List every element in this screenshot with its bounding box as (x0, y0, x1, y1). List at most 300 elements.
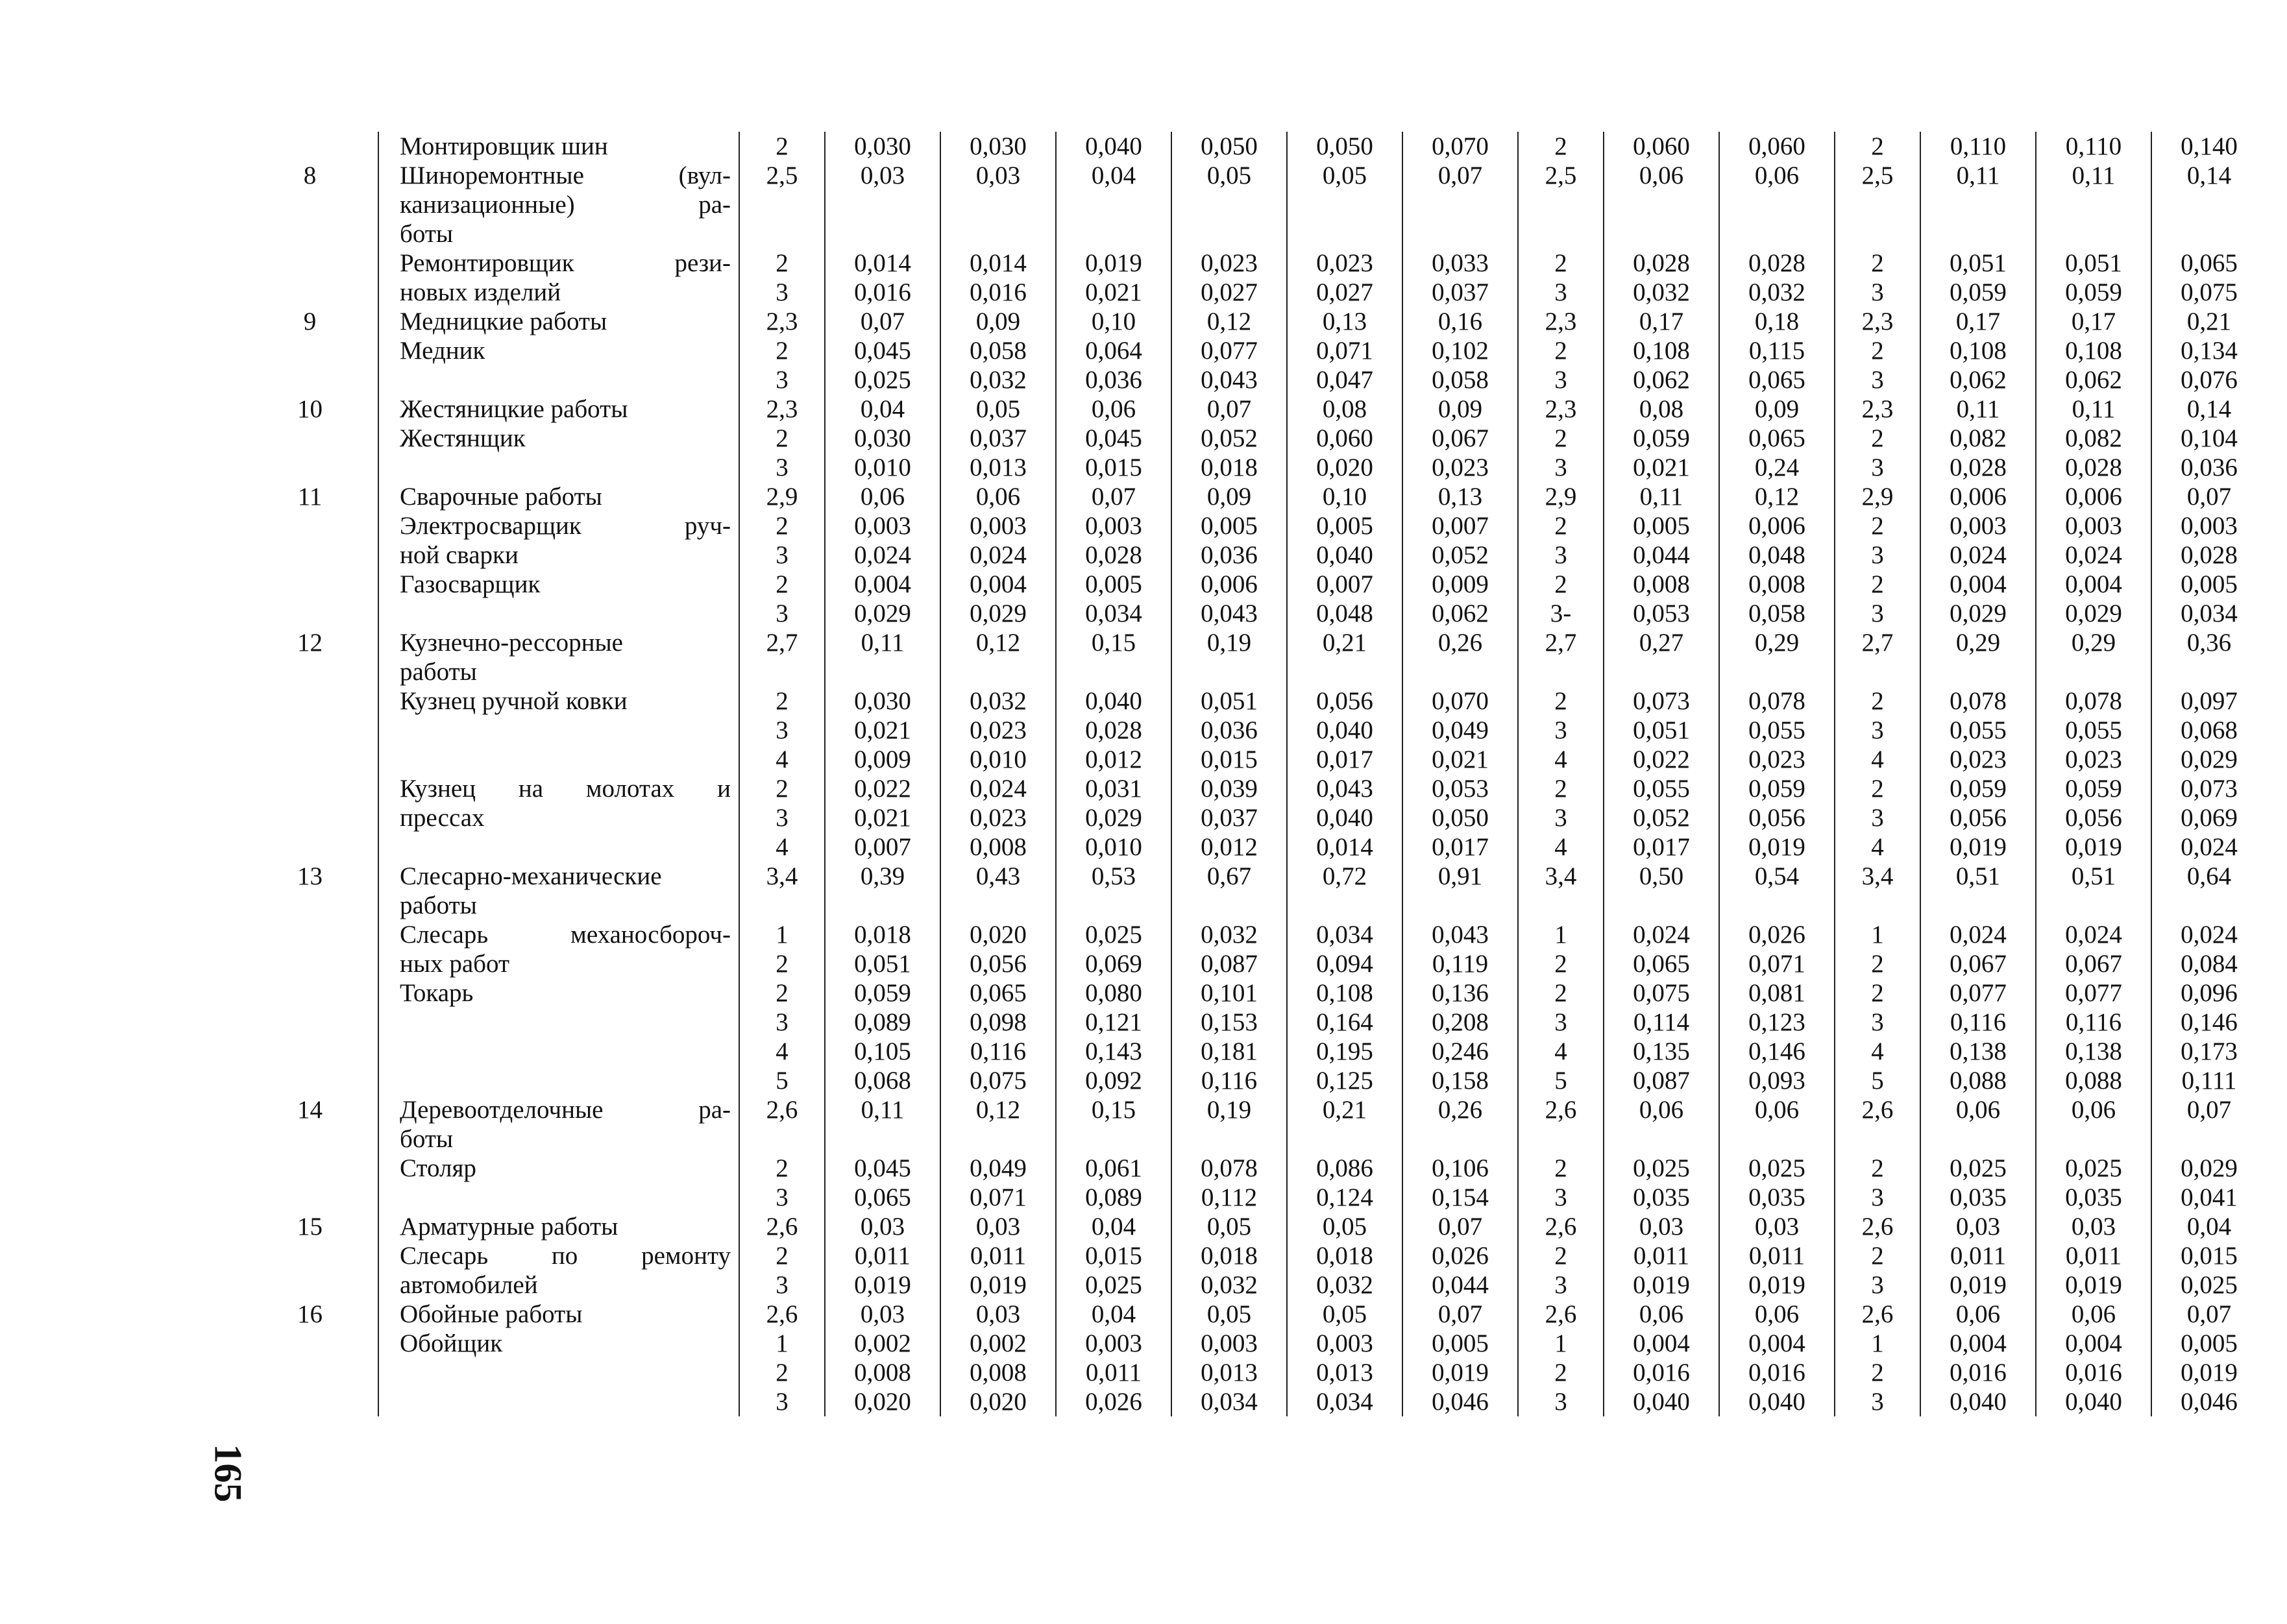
value-cell: 0,040 (2036, 1387, 2151, 1416)
value-cell: 0,016 (1920, 1358, 2036, 1387)
value-cell (1920, 657, 2036, 686)
value-cell: 0,06 (1056, 394, 1171, 424)
category-cell-2: 3 (1518, 540, 1604, 570)
category-cell-3 (1835, 1124, 1920, 1154)
value-cell (1920, 190, 2036, 219)
value-cell: 0,138 (1920, 1037, 2036, 1066)
value-cell: 0,27 (1604, 628, 1719, 657)
value-cell: 0,008 (940, 832, 1056, 862)
work-name-cell: Медник (378, 336, 739, 365)
value-cell: 0,019 (1920, 832, 2036, 862)
value-cell: 0,124 (1287, 1183, 1402, 1212)
table-row (256, 1008, 2266, 1037)
value-cell: 0,067 (2036, 949, 2151, 978)
value-cell: 0,048 (1719, 540, 1835, 570)
category-cell-3: 2 (1835, 978, 1920, 1008)
value-cell: 0,056 (2036, 803, 2151, 832)
value-cell: 0,024 (1920, 920, 2036, 949)
item-number-cell (256, 1008, 378, 1037)
value-cell: 0,11 (2036, 161, 2151, 190)
value-cell (1402, 190, 1518, 219)
value-cell: 0,029 (2036, 599, 2151, 628)
value-cell: 0,19 (1171, 628, 1287, 657)
value-cell: 0,003 (1056, 511, 1171, 540)
value-cell (1719, 891, 1835, 920)
category-cell: 2 (739, 978, 825, 1008)
item-number-cell (256, 891, 378, 920)
table-row (256, 891, 2266, 920)
value-cell: 0,045 (825, 336, 940, 365)
value-cell: 0,004 (940, 570, 1056, 599)
category-cell: 2 (739, 336, 825, 365)
item-number-cell (256, 1241, 378, 1270)
value-cell (2151, 1124, 2266, 1154)
value-cell: 0,040 (1287, 803, 1402, 832)
table-row (256, 336, 2266, 365)
table-row (256, 540, 2266, 570)
value-cell: 0,034 (1287, 920, 1402, 949)
value-cell: 0,12 (940, 628, 1056, 657)
value-cell: 0,21 (1287, 1095, 1402, 1124)
value-cell: 0,049 (1402, 716, 1518, 745)
value-cell (2036, 219, 2151, 248)
work-name-cell: автомобилей (378, 1270, 739, 1300)
value-cell: 0,034 (1171, 1387, 1287, 1416)
work-name-cell (378, 832, 739, 862)
value-cell: 0,05 (1287, 1212, 1402, 1241)
value-cell: 0,14 (2151, 161, 2266, 190)
value-cell: 0,019 (1604, 1270, 1719, 1300)
work-name-cell (378, 1358, 739, 1387)
value-cell: 0,110 (1920, 132, 2036, 161)
category-cell-2: 2 (1518, 978, 1604, 1008)
category-cell-3: 4 (1835, 832, 1920, 862)
value-cell: 0,012 (1056, 745, 1171, 774)
value-cell (1920, 1124, 2036, 1154)
value-cell (1171, 1124, 1287, 1154)
value-cell: 0,062 (1920, 365, 2036, 394)
value-cell: 0,024 (1920, 540, 2036, 570)
value-cell: 0,019 (1719, 1270, 1835, 1300)
category-cell-2: 3 (1518, 803, 1604, 832)
category-cell-2: 3,4 (1518, 862, 1604, 891)
value-cell: 0,29 (1719, 628, 1835, 657)
category-cell-3: 2,9 (1835, 482, 1920, 511)
category-cell-3: 5 (1835, 1066, 1920, 1095)
value-cell: 0,019 (2151, 1358, 2266, 1387)
category-cell-3: 2,6 (1835, 1095, 1920, 1124)
value-cell: 0,089 (1056, 1183, 1171, 1212)
value-cell: 0,014 (825, 248, 940, 278)
value-cell: 0,005 (2151, 570, 2266, 599)
work-name-cell: Газосварщик (378, 570, 739, 599)
value-cell: 0,053 (1604, 599, 1719, 628)
value-cell: 0,021 (825, 716, 940, 745)
value-cell: 0,11 (1604, 482, 1719, 511)
value-cell: 0,006 (1719, 511, 1835, 540)
category-cell-2: 2 (1518, 1358, 1604, 1387)
value-cell: 0,055 (2036, 716, 2151, 745)
table-row (256, 394, 2266, 424)
value-cell: 0,026 (1402, 1241, 1518, 1270)
value-cell: 0,54 (1719, 862, 1835, 891)
value-cell: 0,18 (1719, 307, 1835, 336)
table-row (256, 1329, 2266, 1358)
work-name-cell: Ремонтировщик рези- (378, 248, 739, 278)
category-cell-3: 2 (1835, 424, 1920, 453)
category-cell-2: 2,6 (1518, 1095, 1604, 1124)
table-row (256, 1037, 2266, 1066)
value-cell: 0,03 (1719, 1212, 1835, 1241)
value-cell: 0,03 (940, 161, 1056, 190)
value-cell: 0,093 (1719, 1066, 1835, 1095)
table-row (256, 745, 2266, 774)
value-cell: 0,034 (1056, 599, 1171, 628)
value-cell: 0,06 (1719, 1300, 1835, 1329)
category-cell: 2,6 (739, 1300, 825, 1329)
value-cell: 0,041 (2151, 1183, 2266, 1212)
value-cell: 0,110 (2036, 132, 2151, 161)
value-cell: 0,030 (825, 686, 940, 716)
category-cell: 3 (739, 1387, 825, 1416)
category-cell-3: 2 (1835, 1154, 1920, 1183)
value-cell: 0,012 (1171, 832, 1287, 862)
value-cell (825, 657, 940, 686)
table-row (256, 978, 2266, 1008)
work-name-cell: Обойные работы (378, 1300, 739, 1329)
work-name-cell: новых изделий (378, 278, 739, 307)
value-cell: 0,094 (1287, 949, 1402, 978)
value-cell: 0,075 (2151, 278, 2266, 307)
value-cell: 0,070 (1402, 686, 1518, 716)
value-cell: 0,088 (2036, 1066, 2151, 1095)
category-cell-2: 4 (1518, 745, 1604, 774)
value-cell: 0,11 (2036, 394, 2151, 424)
work-name-cell: работы (378, 891, 739, 920)
value-cell: 0,024 (940, 540, 1056, 570)
value-cell: 0,018 (1171, 1241, 1287, 1270)
category-cell: 1 (739, 920, 825, 949)
value-cell: 0,059 (1920, 774, 2036, 803)
value-cell (1402, 891, 1518, 920)
category-cell: 3 (739, 1008, 825, 1037)
value-cell (1402, 657, 1518, 686)
value-cell: 0,03 (1604, 1212, 1719, 1241)
value-cell: 0,032 (940, 365, 1056, 394)
value-cell: 0,037 (940, 424, 1056, 453)
category-cell-2 (1518, 891, 1604, 920)
value-cell: 0,07 (1402, 161, 1518, 190)
value-cell: 0,070 (1402, 132, 1518, 161)
value-cell: 0,025 (1719, 1154, 1835, 1183)
category-cell-3: 2,5 (1835, 161, 1920, 190)
value-cell: 0,10 (1056, 307, 1171, 336)
value-cell: 0,080 (1056, 978, 1171, 1008)
value-cell: 0,101 (1171, 978, 1287, 1008)
value-cell: 0,040 (1287, 540, 1402, 570)
value-cell: 0,14 (2151, 394, 2266, 424)
value-cell: 0,027 (1171, 278, 1287, 307)
value-cell (1604, 190, 1719, 219)
value-cell: 0,013 (1287, 1358, 1402, 1387)
item-number-cell: 12 (297, 629, 323, 657)
table-row (256, 949, 2266, 978)
value-cell: 0,36 (2151, 628, 2266, 657)
value-cell (2151, 219, 2266, 248)
value-cell: 0,034 (2151, 599, 2266, 628)
table-row (256, 511, 2266, 540)
table-row (256, 1212, 2266, 1241)
value-cell: 0,111 (2151, 1066, 2266, 1095)
value-cell (1056, 891, 1171, 920)
value-cell (1287, 891, 1402, 920)
value-cell: 0,028 (1719, 248, 1835, 278)
value-cell: 0,044 (1402, 1270, 1518, 1300)
item-number-cell (256, 540, 378, 570)
value-cell: 0,030 (825, 424, 940, 453)
category-cell-2: 2 (1518, 570, 1604, 599)
value-cell: 0,008 (825, 1358, 940, 1387)
table-row (256, 1124, 2266, 1154)
value-cell: 0,043 (1171, 599, 1287, 628)
category-cell (739, 190, 825, 219)
value-cell: 0,013 (1171, 1358, 1287, 1387)
value-cell: 0,056 (1719, 803, 1835, 832)
value-cell: 0,033 (1402, 248, 1518, 278)
value-cell: 0,003 (940, 511, 1056, 540)
item-number-cell (256, 1066, 378, 1095)
value-cell: 0,020 (940, 1387, 1056, 1416)
value-cell: 0,055 (1920, 716, 2036, 745)
value-cell: 0,024 (2151, 920, 2266, 949)
value-cell: 0,017 (1287, 745, 1402, 774)
value-cell: 0,011 (1719, 1241, 1835, 1270)
value-cell: 0,004 (2036, 1329, 2151, 1358)
value-cell: 0,025 (825, 365, 940, 394)
category-cell: 2 (739, 511, 825, 540)
value-cell: 0,005 (1402, 1329, 1518, 1358)
value-cell: 0,056 (1920, 803, 2036, 832)
value-cell: 0,05 (1287, 161, 1402, 190)
category-cell-3: 2 (1835, 570, 1920, 599)
value-cell: 0,153 (1171, 1008, 1287, 1037)
category-cell-2: 2 (1518, 774, 1604, 803)
category-cell: 2 (739, 774, 825, 803)
value-cell: 0,022 (825, 774, 940, 803)
value-cell: 0,071 (940, 1183, 1056, 1212)
category-cell: 2 (739, 949, 825, 978)
value-cell: 0,016 (940, 278, 1056, 307)
table-row (256, 132, 2266, 161)
item-number-cell (256, 599, 378, 628)
value-cell: 0,052 (1604, 803, 1719, 832)
value-cell: 0,002 (940, 1329, 1056, 1358)
value-cell: 0,24 (1719, 453, 1835, 482)
category-cell-2: 3 (1518, 278, 1604, 307)
category-cell-3: 2 (1835, 132, 1920, 161)
value-cell: 0,028 (1056, 716, 1171, 745)
value-cell: 0,19 (1171, 1095, 1287, 1124)
category-cell-3: 3 (1835, 540, 1920, 570)
value-cell: 0,040 (1604, 1387, 1719, 1416)
value-cell: 0,078 (2036, 686, 2151, 716)
value-cell: 0,059 (1920, 278, 2036, 307)
value-cell: 0,146 (1719, 1037, 1835, 1066)
category-cell-2: 2 (1518, 336, 1604, 365)
value-cell: 0,020 (940, 920, 1056, 949)
value-cell: 0,046 (2151, 1387, 2266, 1416)
value-cell: 0,016 (1719, 1358, 1835, 1387)
value-cell: 0,009 (825, 745, 940, 774)
value-cell: 0,032 (1171, 920, 1287, 949)
value-cell: 0,140 (2151, 132, 2266, 161)
value-cell (825, 219, 940, 248)
value-cell: 0,154 (1402, 1183, 1518, 1212)
value-cell: 0,019 (825, 1270, 940, 1300)
category-cell-2: 2,3 (1518, 394, 1604, 424)
value-cell (940, 190, 1056, 219)
value-cell: 0,046 (1402, 1387, 1518, 1416)
value-cell: 0,15 (1056, 628, 1171, 657)
value-cell: 0,12 (1171, 307, 1287, 336)
value-cell: 0,028 (2151, 540, 2266, 570)
value-cell: 0,17 (1920, 307, 2036, 336)
category-cell: 4 (739, 832, 825, 862)
value-cell (2151, 190, 2266, 219)
work-name-cell (378, 1387, 739, 1416)
value-cell: 0,03 (825, 1300, 940, 1329)
value-cell: 0,019 (1920, 1270, 2036, 1300)
category-cell: 5 (739, 1066, 825, 1095)
value-cell: 0,020 (1287, 453, 1402, 482)
value-cell: 0,025 (1056, 1270, 1171, 1300)
value-cell: 0,004 (1920, 1329, 2036, 1358)
value-cell: 0,116 (940, 1037, 1056, 1066)
work-name-cell (378, 745, 739, 774)
value-cell (1402, 219, 1518, 248)
value-cell: 0,06 (1604, 1300, 1719, 1329)
value-cell: 0,032 (1719, 278, 1835, 307)
value-cell: 0,048 (1287, 599, 1402, 628)
category-cell-2: 3 (1518, 1387, 1604, 1416)
table-row (256, 453, 2266, 482)
value-cell (1604, 891, 1719, 920)
category-cell-3: 2 (1835, 511, 1920, 540)
value-cell: 0,021 (1604, 453, 1719, 482)
value-cell: 0,089 (825, 1008, 940, 1037)
category-cell-3: 2,3 (1835, 394, 1920, 424)
category-cell-2: 2 (1518, 686, 1604, 716)
item-number-cell (256, 920, 378, 949)
value-cell: 0,006 (2036, 482, 2151, 511)
category-cell-2: 2,5 (1518, 161, 1604, 190)
value-cell: 0,019 (2036, 832, 2151, 862)
value-cell: 0,06 (1604, 161, 1719, 190)
table-row (256, 862, 2266, 891)
value-cell: 0,075 (940, 1066, 1056, 1095)
category-cell: 2 (739, 132, 825, 161)
value-cell: 0,067 (1920, 949, 2036, 978)
value-cell: 0,065 (940, 978, 1056, 1008)
value-cell: 0,019 (1402, 1358, 1518, 1387)
item-number-cell (256, 365, 378, 394)
item-number-cell (256, 657, 378, 686)
value-cell: 0,073 (2151, 774, 2266, 803)
value-cell: 0,008 (1719, 570, 1835, 599)
value-cell: 0,036 (2151, 453, 2266, 482)
value-cell: 0,07 (1171, 394, 1287, 424)
value-cell: 0,181 (1171, 1037, 1287, 1066)
value-cell: 0,030 (825, 132, 940, 161)
value-cell: 0,022 (1604, 745, 1719, 774)
table-row (256, 424, 2266, 453)
value-cell: 0,136 (1402, 978, 1518, 1008)
work-name-cell: Кузнец на молотах и (378, 774, 739, 803)
value-cell: 0,26 (1402, 628, 1518, 657)
value-cell: 0,019 (2036, 1270, 2151, 1300)
item-number-cell (256, 570, 378, 599)
value-cell: 0,195 (1287, 1037, 1402, 1066)
value-cell: 0,005 (1056, 570, 1171, 599)
value-cell: 0,051 (825, 949, 940, 978)
value-cell: 0,05 (1171, 1212, 1287, 1241)
value-cell: 0,029 (1056, 803, 1171, 832)
value-cell: 0,018 (825, 920, 940, 949)
work-name-cell: ной сварки (378, 540, 739, 570)
value-cell: 0,50 (1604, 862, 1719, 891)
item-number-cell (256, 219, 378, 248)
value-cell: 0,084 (2151, 949, 2266, 978)
value-cell: 0,092 (1056, 1066, 1171, 1095)
category-cell-3: 3 (1835, 278, 1920, 307)
value-cell: 0,024 (2036, 540, 2151, 570)
item-number-cell (256, 686, 378, 716)
value-cell: 0,11 (825, 1095, 940, 1124)
item-number-cell (256, 1183, 378, 1212)
category-cell-2: 5 (1518, 1066, 1604, 1095)
work-name-cell: Медницкие работы (378, 307, 739, 336)
value-cell (1604, 1124, 1719, 1154)
value-cell (1056, 190, 1171, 219)
value-cell (1056, 1124, 1171, 1154)
work-name-cell: Слесарь по ремонту (378, 1241, 739, 1270)
value-cell: 0,003 (1056, 1329, 1171, 1358)
value-cell: 0,39 (825, 862, 940, 891)
value-cell: 0,003 (1920, 511, 2036, 540)
norms-table-body (256, 132, 2266, 1416)
value-cell: 0,025 (2036, 1154, 2151, 1183)
value-cell: 0,056 (940, 949, 1056, 978)
item-number-cell (256, 190, 378, 219)
value-cell: 0,108 (1287, 978, 1402, 1008)
value-cell: 0,021 (825, 803, 940, 832)
value-cell: 0,087 (1171, 949, 1287, 978)
category-cell-3: 3 (1835, 1183, 1920, 1212)
value-cell: 0,43 (940, 862, 1056, 891)
value-cell: 0,07 (1402, 1300, 1518, 1329)
value-cell: 0,015 (2151, 1241, 2266, 1270)
value-cell: 0,082 (1920, 424, 2036, 453)
value-cell: 0,011 (2036, 1241, 2151, 1270)
category-cell-3: 2 (1835, 1358, 1920, 1387)
table-row (256, 920, 2266, 949)
table-row (256, 161, 2266, 190)
value-cell: 0,05 (1171, 1300, 1287, 1329)
value-cell: 0,011 (1056, 1358, 1171, 1387)
value-cell: 0,005 (2151, 1329, 2266, 1358)
value-cell: 0,03 (940, 1300, 1056, 1329)
item-number-cell (256, 1329, 378, 1358)
